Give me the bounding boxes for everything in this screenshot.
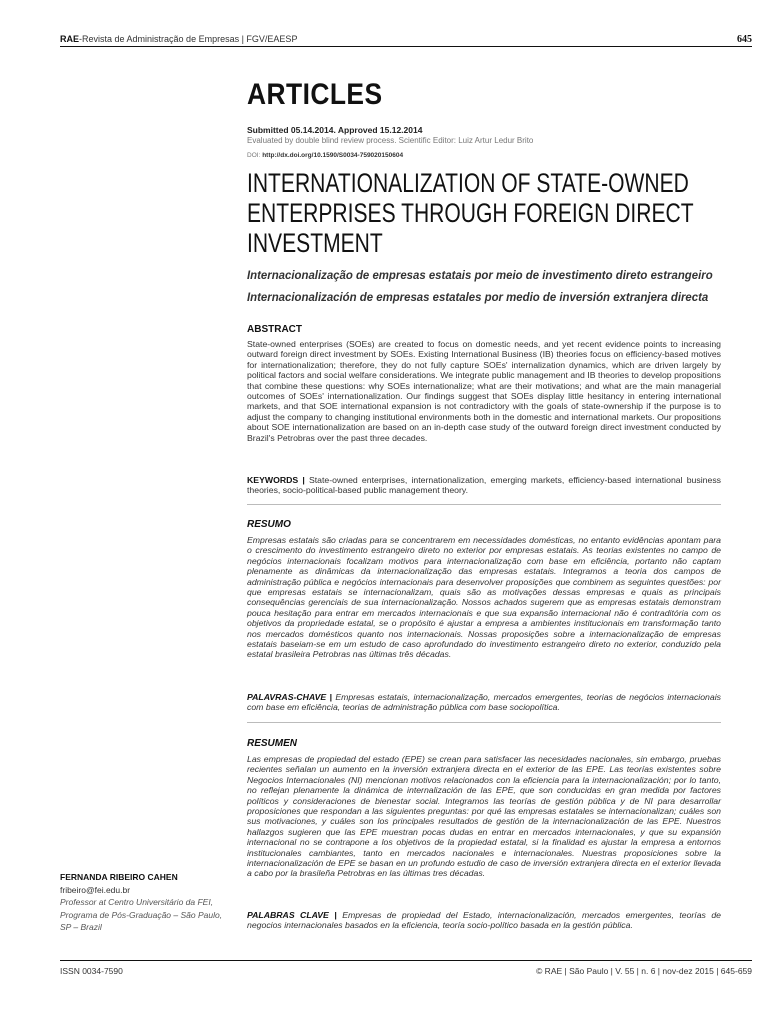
author-email[interactable]: fribeiro@fei.edu.br (60, 884, 131, 895)
article-title: INTERNATIONALIZATION OF STATE-OWNED ENTERPRISES THROUGH FOREIGN DIRECT INVESTMENT (247, 168, 694, 258)
author-affiliation: Professor at Centro Universitário da FEI, Programa de Pós-Graduação – São Paulo, SP – Brazil (60, 897, 223, 932)
author-name: FERNANDA RIBEIRO CAHEN (60, 872, 178, 882)
palabras-clave-text: Empresas de propiedad del Estado, internacionalización, mercados emergentes, teorías de negocios internacionales basados en la eficiencia, teoría socio-político basada en la gestión pública. (247, 910, 721, 931)
keywords-label: KEYWORDS | (247, 475, 305, 485)
subtitle-portuguese: Internacionalização de empresas estatais por meio de investimento direto estrangeiro (247, 268, 713, 282)
doi-link[interactable]: http://dx.doi.org/10.1590/S0034-759020150604 (262, 152, 404, 159)
doi-line (247, 152, 403, 159)
footer-rule (60, 960, 752, 961)
subtitle-spanish: Internacionalización de empresas estatales por medio de inversión extranjera directa (247, 290, 709, 304)
abstract-heading: ABSTRACT (247, 324, 302, 335)
abstract-keywords (247, 475, 721, 496)
separator (247, 504, 721, 505)
author-block (60, 871, 230, 934)
palavras-chave-text: Empresas estatais, internacionalização, mercados emergentes, teorias de negócios internacionais com base em eficiência, teorias de administração pública com base sociopolítica. (247, 692, 721, 713)
resumen-text: Las empresas de propiedad del estado (EPE) se crean para satisfacer las necesidades nacionales, sin embargo, pruebas recientes señalan un aumento en la inversión extranjera directa en el exterior de las EPE. Las teorías existentes sobre Negocios Internacionales (NI) mencionan motivos relacionados con la eficiencia para la internacionalización; por lo tanto, no reflejan plenamente la dinámica de internalización de las EPE, que son conducidas en gran medida por factores políticos y consideraciones de bienestar social. Integramos las teorías de gestión pública y de NI para desarrollar proposiciones que respondan a las siguientes preguntas: por qué las empresas estatales se internacionalizan; cuáles son sus motivaciones, y cuáles son los principales resultados de gestión de la internacionalización de las EPE. Nuestros hallazgos sugieren que las EPE muestran pocas dudas en entrar en mercados internacionales, y que su expansión internacional no se contrapone a los objetivos de la propiedad estatal, si la finalidad es ajustar la empresa a entornos institucionales cambiantes, tanto en mercados nacionales e internacionales. Nuestras proposiciones sobre la internacionalización de EPE se basan en un profundo estudio de caso de inversión extranjera directa en el exterior llevada a cabo por la brasileña Petrobras en las últimas tres décadas. (247, 754, 721, 879)
section-label: ARTICLES (247, 78, 383, 111)
submission-dates: Submitted 05.14.2014. Approved 15.12.2014 (247, 125, 423, 135)
separator (247, 722, 721, 723)
resumen-keywords (247, 910, 721, 931)
palabras-clave-label: PALABRAS CLAVE | (247, 910, 337, 920)
palavras-chave-label: PALAVRAS-CHAVE | (247, 692, 332, 702)
keywords-text: State-owned enterprises, internationalization, emerging markets, efficiency-based international business theories, socio-political-based public management theory. (247, 475, 722, 496)
citation-line: © RAE | São Paulo | V. 55 | n. 6 | nov-dez 2015 | 645-659 (536, 966, 752, 976)
journal-header (60, 34, 752, 44)
resumo-heading: RESUMO (247, 519, 291, 530)
doi-label: DOI: (247, 152, 261, 159)
resumo-keywords (247, 692, 721, 713)
abstract-text: State-owned enterprises (SOEs) are created to focus on domestic needs, and yet recent evidence points to increasing outward foreign direct investment by SOEs. Existing International Business (IB) theories focus on efficiency-based motives for internationalization; therefore, they do not fully capture SOEs' internalization dynamics, which are driven largely by political factors and social welfare considerations. We integrate public management and IB theories to develop propositions that combine these questions: why SOEs internationalize; what are their motivations; and what are the main managerial outcomes of SOEs' internationalization. Our findings suggest that SOEs display little hesitancy in entering international markets, and that SOE international expansion is not contradictory with the goals of state-ownership if the purpose is to adjust the company to changing institutional environments both in the domestic and international markets. Our propositions about SOE internationalization are based on an in-depth case study of the outward foreign direct investment conducted by Brazil's Petrobras over the past three decades. (247, 339, 721, 443)
review-note: Evaluated by double blind review process. Scientific Editor: Luiz Artur Ledur Brito (247, 136, 534, 145)
header-rule (60, 46, 752, 47)
journal-name: -Revista de Administração de Empresas | FGV/EAESP (79, 34, 298, 44)
resumo-text: Empresas estatais são criadas para se concentrarem em necessidades domésticas, no entanto evidências apontam para o crescimento do investimento estrangeiro direto no exterior por empresas estatais. As teorias existentes no campo de negócios internacionais focalizam motivos para internacionalização com base em eficiência, portanto não captam plenamente as dinâmicas da internacionalização das empresas estatais. Integramos a teoria dos campos de administração pública e negócios internacionais para desenvolver proposições que combinem as seguintes questões: por que empresas estatais se internacionalizam, quais são as motivações dessas empresas e quais as principais consequências gerenciais de sua internacionalização. Nossos achados sugerem que as empresas estatais demonstram pouca hesitação para entrar em mercados internacionais e que sua expansão internacional não é contraditória com os objetivos da propriedade estatal, se o propósito é ajustar a empresa a ambientes institucionais em transformação tanto nos mercados domésticos quanto nos internacionais. Nossas proposições sobre a internacionalização de empresas estatais baseiam-se em um estudo de caso aprofundado do investimento estrangeiro direto no exterior, conduzido pela estatal brasileira Petrobras nas últimas três décadas. (247, 535, 721, 660)
issn: ISSN 0034-7590 (60, 966, 123, 976)
journal-abbrev: RAE (60, 34, 80, 44)
resumen-heading: RESUMEN (247, 738, 298, 749)
page-number: 645 (737, 34, 752, 45)
